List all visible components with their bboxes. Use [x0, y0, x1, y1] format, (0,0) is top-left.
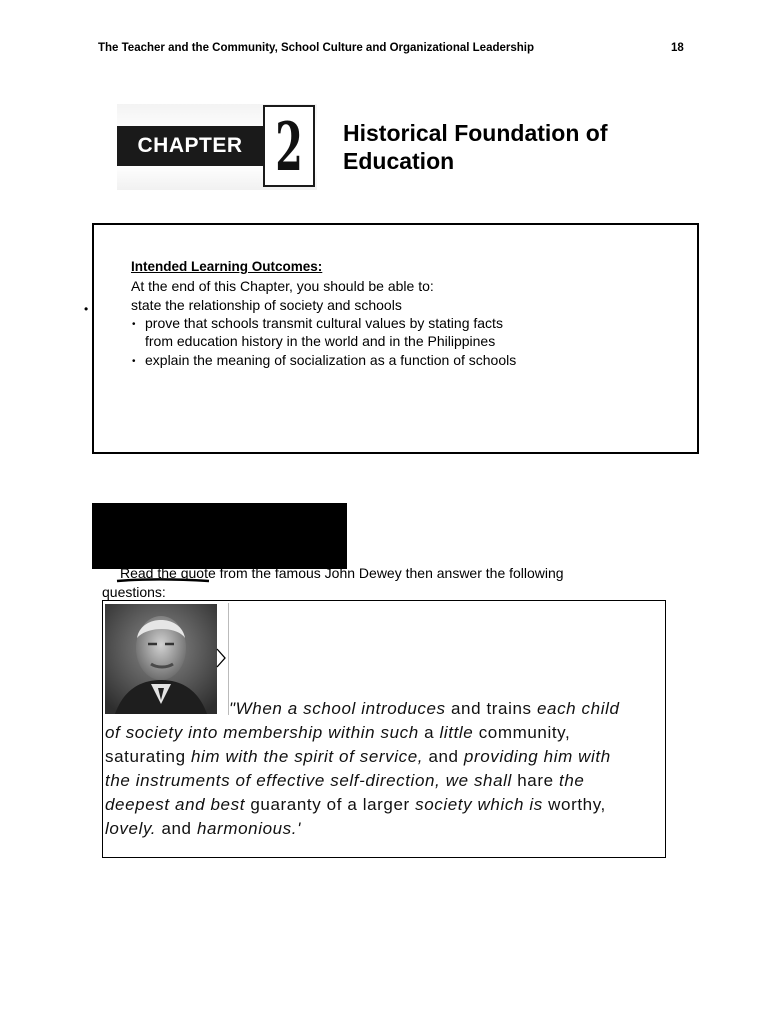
chapter-number: 2 — [275, 108, 303, 186]
quote-line: saturating him with the spirit of service, and providing him with — [105, 747, 611, 766]
outcome-bullet-continuation: from education history in the world and in the Philippines — [145, 333, 496, 349]
running-header: The Teacher and the Community, School Culture and Organizational Leadership — [98, 42, 534, 54]
portrait-photo — [105, 604, 217, 714]
handwritten-underline-mark — [116, 578, 210, 583]
chapter-number-box — [263, 105, 315, 187]
instruction-line-2: questions: — [102, 584, 166, 600]
chapter-title-line-2: Education — [343, 148, 455, 174]
redaction-bar — [92, 503, 347, 569]
stray-bullet: • — [84, 302, 89, 316]
learning-outcomes-box — [92, 223, 699, 454]
quote-box — [102, 600, 666, 858]
chapter-title — [343, 119, 663, 175]
chapter-label: CHAPTER — [117, 126, 263, 166]
quote-line: deepest and best guaranty of a larger society which is worthy, — [105, 795, 606, 814]
outcomes-heading: Intended Learning Outcomes: — [131, 259, 323, 274]
bullet-marker: • — [132, 356, 136, 367]
chapter-title-line-1: Historical Foundation of — [343, 120, 608, 146]
chapter-badge — [117, 104, 317, 190]
outcome-bullet: prove that schools transmit cultural values by stating facts — [145, 315, 503, 331]
outcomes-intro: At the end of this Chapter, you should be able to: — [131, 278, 434, 294]
quote-line: of society into membership within such a little community, — [105, 723, 571, 742]
quote-line: "When a school introduces and trains each child — [229, 699, 620, 718]
quote-line: the instruments of effective self-direction, we shall hare the — [105, 771, 585, 790]
page-number: 18 — [671, 42, 684, 54]
quote-line: lovely. and harmonious.' — [105, 819, 301, 838]
bullet-marker: • — [132, 319, 136, 330]
chevron-right-icon — [215, 648, 227, 668]
activity-instruction — [102, 564, 642, 602]
outcome-bullet: explain the meaning of socialization as a function of schools — [145, 352, 517, 368]
outcomes-first-item: state the relationship of society and schools — [131, 297, 402, 313]
instruction-line-1: Read the quote from the famous John Dewey then answer the following — [120, 565, 564, 581]
